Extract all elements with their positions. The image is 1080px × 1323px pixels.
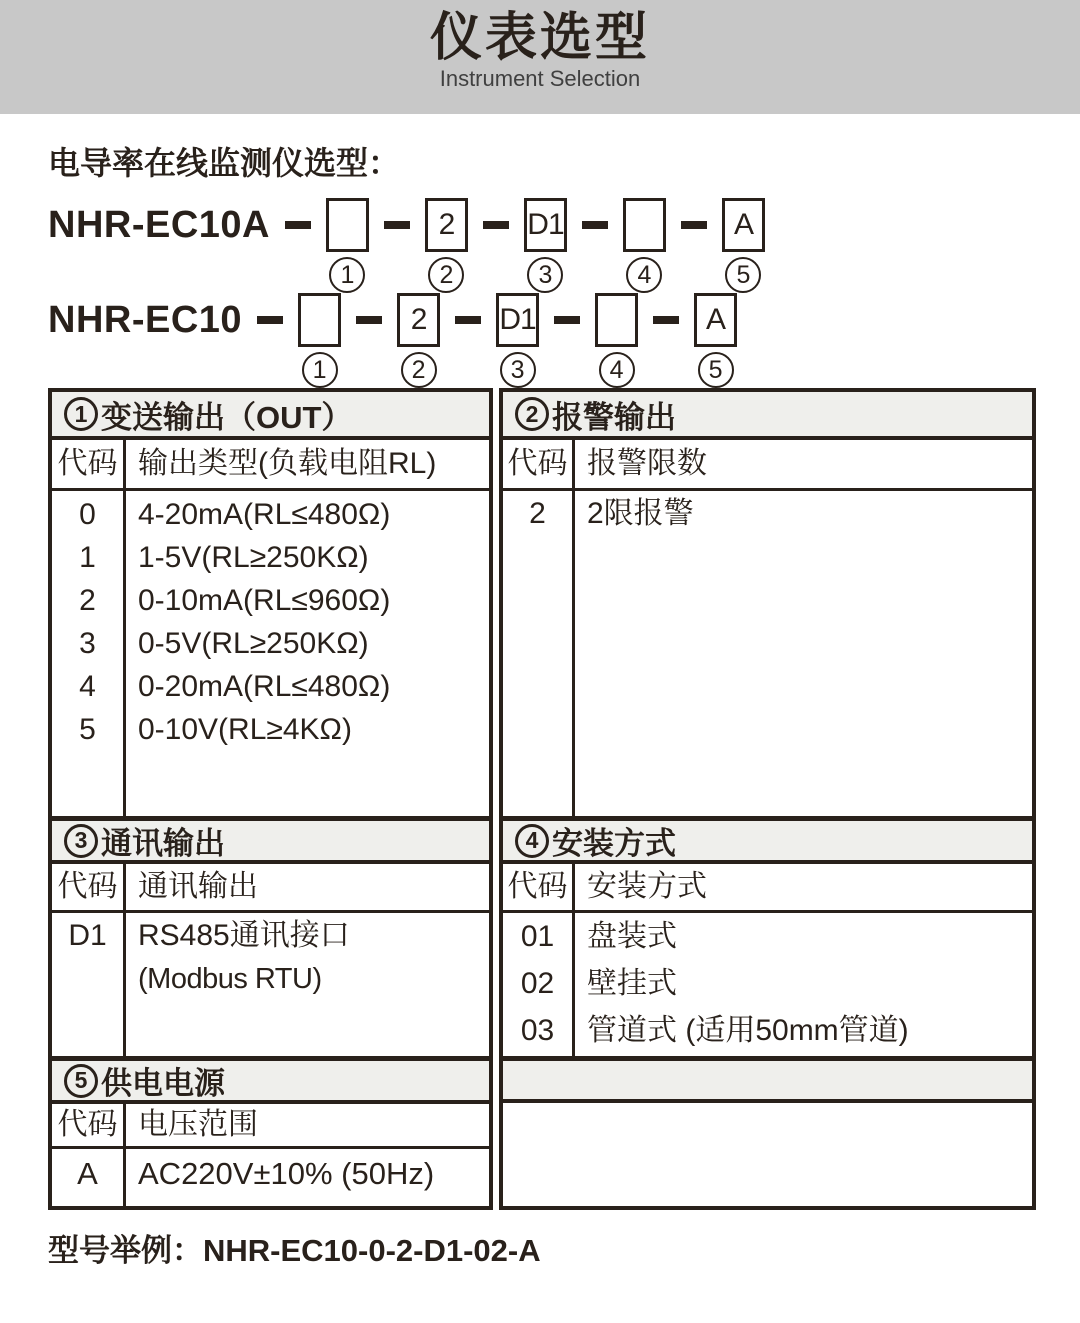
dash-connector: [554, 316, 580, 324]
desc-cell-secondary: (Modbus RTU): [138, 963, 322, 995]
circled-number: 1: [329, 257, 365, 293]
mounting-rows: [503, 913, 1032, 1056]
section-number-badge: 5: [64, 1064, 98, 1098]
model-slot: [341, 293, 440, 388]
model-slot: [369, 198, 468, 293]
code-cells: [503, 913, 575, 1056]
model-code-box: A: [694, 293, 737, 347]
dash-connector: [356, 316, 382, 324]
desc-cell: 1-5V(RL≥250KΩ): [138, 541, 369, 574]
column-header-desc: 安装方式: [587, 870, 707, 903]
desc-cell: 0-10V(RL≥4KΩ): [138, 713, 352, 746]
model-slot: [638, 293, 737, 388]
model-line-ec10: [48, 293, 1080, 388]
desc-cell: 2限报警: [587, 497, 694, 530]
alarm-output-rows: [503, 491, 1032, 816]
code-cell: 4: [79, 670, 96, 703]
column-header-code: 代码: [52, 864, 126, 910]
circled-number: 2: [428, 257, 464, 293]
code-cells: [503, 491, 575, 816]
dash-connector: [582, 221, 608, 229]
model-example-value: NHR-EC10-0-2-D1-02-A: [203, 1233, 541, 1268]
model-line-ec10a: [48, 198, 1080, 293]
column-header-desc: 通讯输出: [138, 870, 258, 903]
column-header-desc: 电压范围: [138, 1108, 258, 1141]
code-cell: 5: [79, 713, 96, 746]
section-title: 变送输出（OUT）: [101, 399, 353, 435]
model-code-box: [595, 293, 638, 347]
section-number-badge: 4: [515, 824, 549, 858]
section-header-alarm-output: [503, 392, 1032, 440]
column-header-code: 代码: [503, 864, 575, 910]
dash-connector: [455, 316, 481, 324]
selection-table: [48, 388, 1036, 1210]
desc-cell: 壁挂式: [587, 967, 677, 1000]
code-cell: 1: [79, 541, 96, 574]
model-slot: [242, 293, 341, 388]
column-header-code: 代码: [503, 440, 575, 488]
desc-cells: [126, 1149, 489, 1206]
section-number-badge: 3: [64, 824, 98, 858]
column-header-row: [52, 440, 489, 491]
code-cell: A: [77, 1156, 98, 1191]
dash-connector: [257, 316, 283, 324]
section-title: 报警输出: [552, 399, 676, 435]
desc-cell: 0-5V(RL≥250KΩ): [138, 627, 369, 660]
desc-cells: [126, 913, 489, 1056]
section-header-transmit-output: [52, 392, 489, 440]
model-code-box: D1: [524, 198, 567, 252]
circled-number: 3: [527, 257, 563, 293]
section-number-badge: 1: [64, 397, 98, 431]
model-name: NHR-EC10: [48, 299, 243, 341]
model-code-box: A: [722, 198, 765, 252]
model-slot: [567, 198, 666, 293]
dash-connector: [384, 221, 410, 229]
table-right-half: [499, 388, 1036, 1210]
dash-connector: [681, 221, 707, 229]
code-cells: [52, 491, 126, 816]
model-slot: [270, 198, 369, 293]
page-subtitle: Instrument Selection: [439, 66, 641, 91]
code-cell: 2: [79, 584, 96, 617]
section-number-badge: 2: [515, 397, 549, 431]
model-code-box: 2: [425, 198, 468, 252]
model-code-diagram: [48, 198, 1080, 388]
intro-text: 电导率在线监测仪选型：: [48, 145, 401, 181]
model-code-box: D1: [496, 293, 539, 347]
model-name: NHR-EC10A: [48, 204, 270, 246]
model-slot: [468, 198, 567, 293]
desc-cells: [126, 491, 489, 816]
model-code-box: [298, 293, 341, 347]
desc-cell: RS485通讯接口: [138, 919, 350, 952]
code-cells: [52, 1149, 126, 1206]
code-cell: 01: [520, 920, 555, 953]
model-code-box: 2: [397, 293, 440, 347]
desc-cell: 4-20mA(RL≤480Ω): [138, 498, 391, 531]
model-slot: [666, 198, 765, 293]
page-banner: [0, 0, 1080, 114]
model-code-box: [623, 198, 666, 252]
circled-number: 5: [725, 257, 761, 293]
section-title: 供电电源: [101, 1066, 225, 1101]
model-slot: [539, 293, 638, 388]
column-header-desc: 报警限数: [587, 447, 707, 480]
code-cell: 03: [520, 1014, 555, 1047]
circled-number: 4: [626, 257, 662, 293]
column-header-row: [52, 1104, 489, 1149]
empty-body-cell: [503, 1103, 1032, 1205]
column-header-row: [503, 440, 1032, 491]
code-cell: D1: [68, 919, 107, 952]
column-header-desc: 输出类型(负载电阻RL): [138, 447, 437, 480]
desc-cell: 0-10mA(RL≤960Ω): [138, 584, 391, 617]
desc-cells: [575, 913, 1032, 1056]
section-header-mounting: [503, 816, 1032, 864]
code-cell: 02: [520, 967, 555, 1000]
section-header-empty-cell: [503, 1056, 1032, 1103]
section-title: 安装方式: [552, 826, 676, 861]
table-left-half: [48, 388, 493, 1210]
column-header-row: [52, 864, 489, 913]
column-header-code: 代码: [52, 1104, 126, 1146]
circled-number: 1: [302, 352, 338, 388]
circled-number: 2: [401, 352, 437, 388]
circled-number: 5: [698, 352, 734, 388]
transmit-output-rows: [52, 491, 489, 816]
column-header-code: 代码: [52, 440, 126, 488]
desc-cell: 0-20mA(RL≤480Ω): [138, 670, 391, 703]
model-example-line: [48, 1232, 1080, 1270]
page-title: 仪表选型: [429, 9, 650, 67]
dash-connector: [483, 221, 509, 229]
dash-connector: [285, 221, 311, 229]
code-cell: 3: [79, 627, 96, 660]
column-header-row: [503, 864, 1032, 913]
circled-number: 3: [500, 352, 536, 388]
model-slot: [440, 293, 539, 388]
section-header-comm-output: [52, 816, 489, 864]
page-content: [0, 144, 1080, 1270]
circled-number: 4: [599, 352, 635, 388]
desc-cell: 管道式 (适用50mm管道): [587, 1014, 909, 1047]
code-cell: 0: [79, 498, 96, 531]
code-cells: [52, 913, 126, 1056]
code-cell: 2: [529, 497, 546, 530]
desc-cell: 盘装式: [587, 920, 677, 953]
section-header-power-supply: [52, 1056, 489, 1104]
dash-connector: [653, 316, 679, 324]
comm-output-rows: [52, 913, 489, 1056]
power-supply-rows: [52, 1149, 489, 1206]
model-example-label: 型号举例：: [48, 1233, 203, 1268]
desc-cells: [575, 491, 1032, 816]
model-code-box: [326, 198, 369, 252]
desc-cell: AC220V±10% (50Hz): [138, 1156, 435, 1191]
section-title: 通讯输出: [101, 826, 225, 861]
